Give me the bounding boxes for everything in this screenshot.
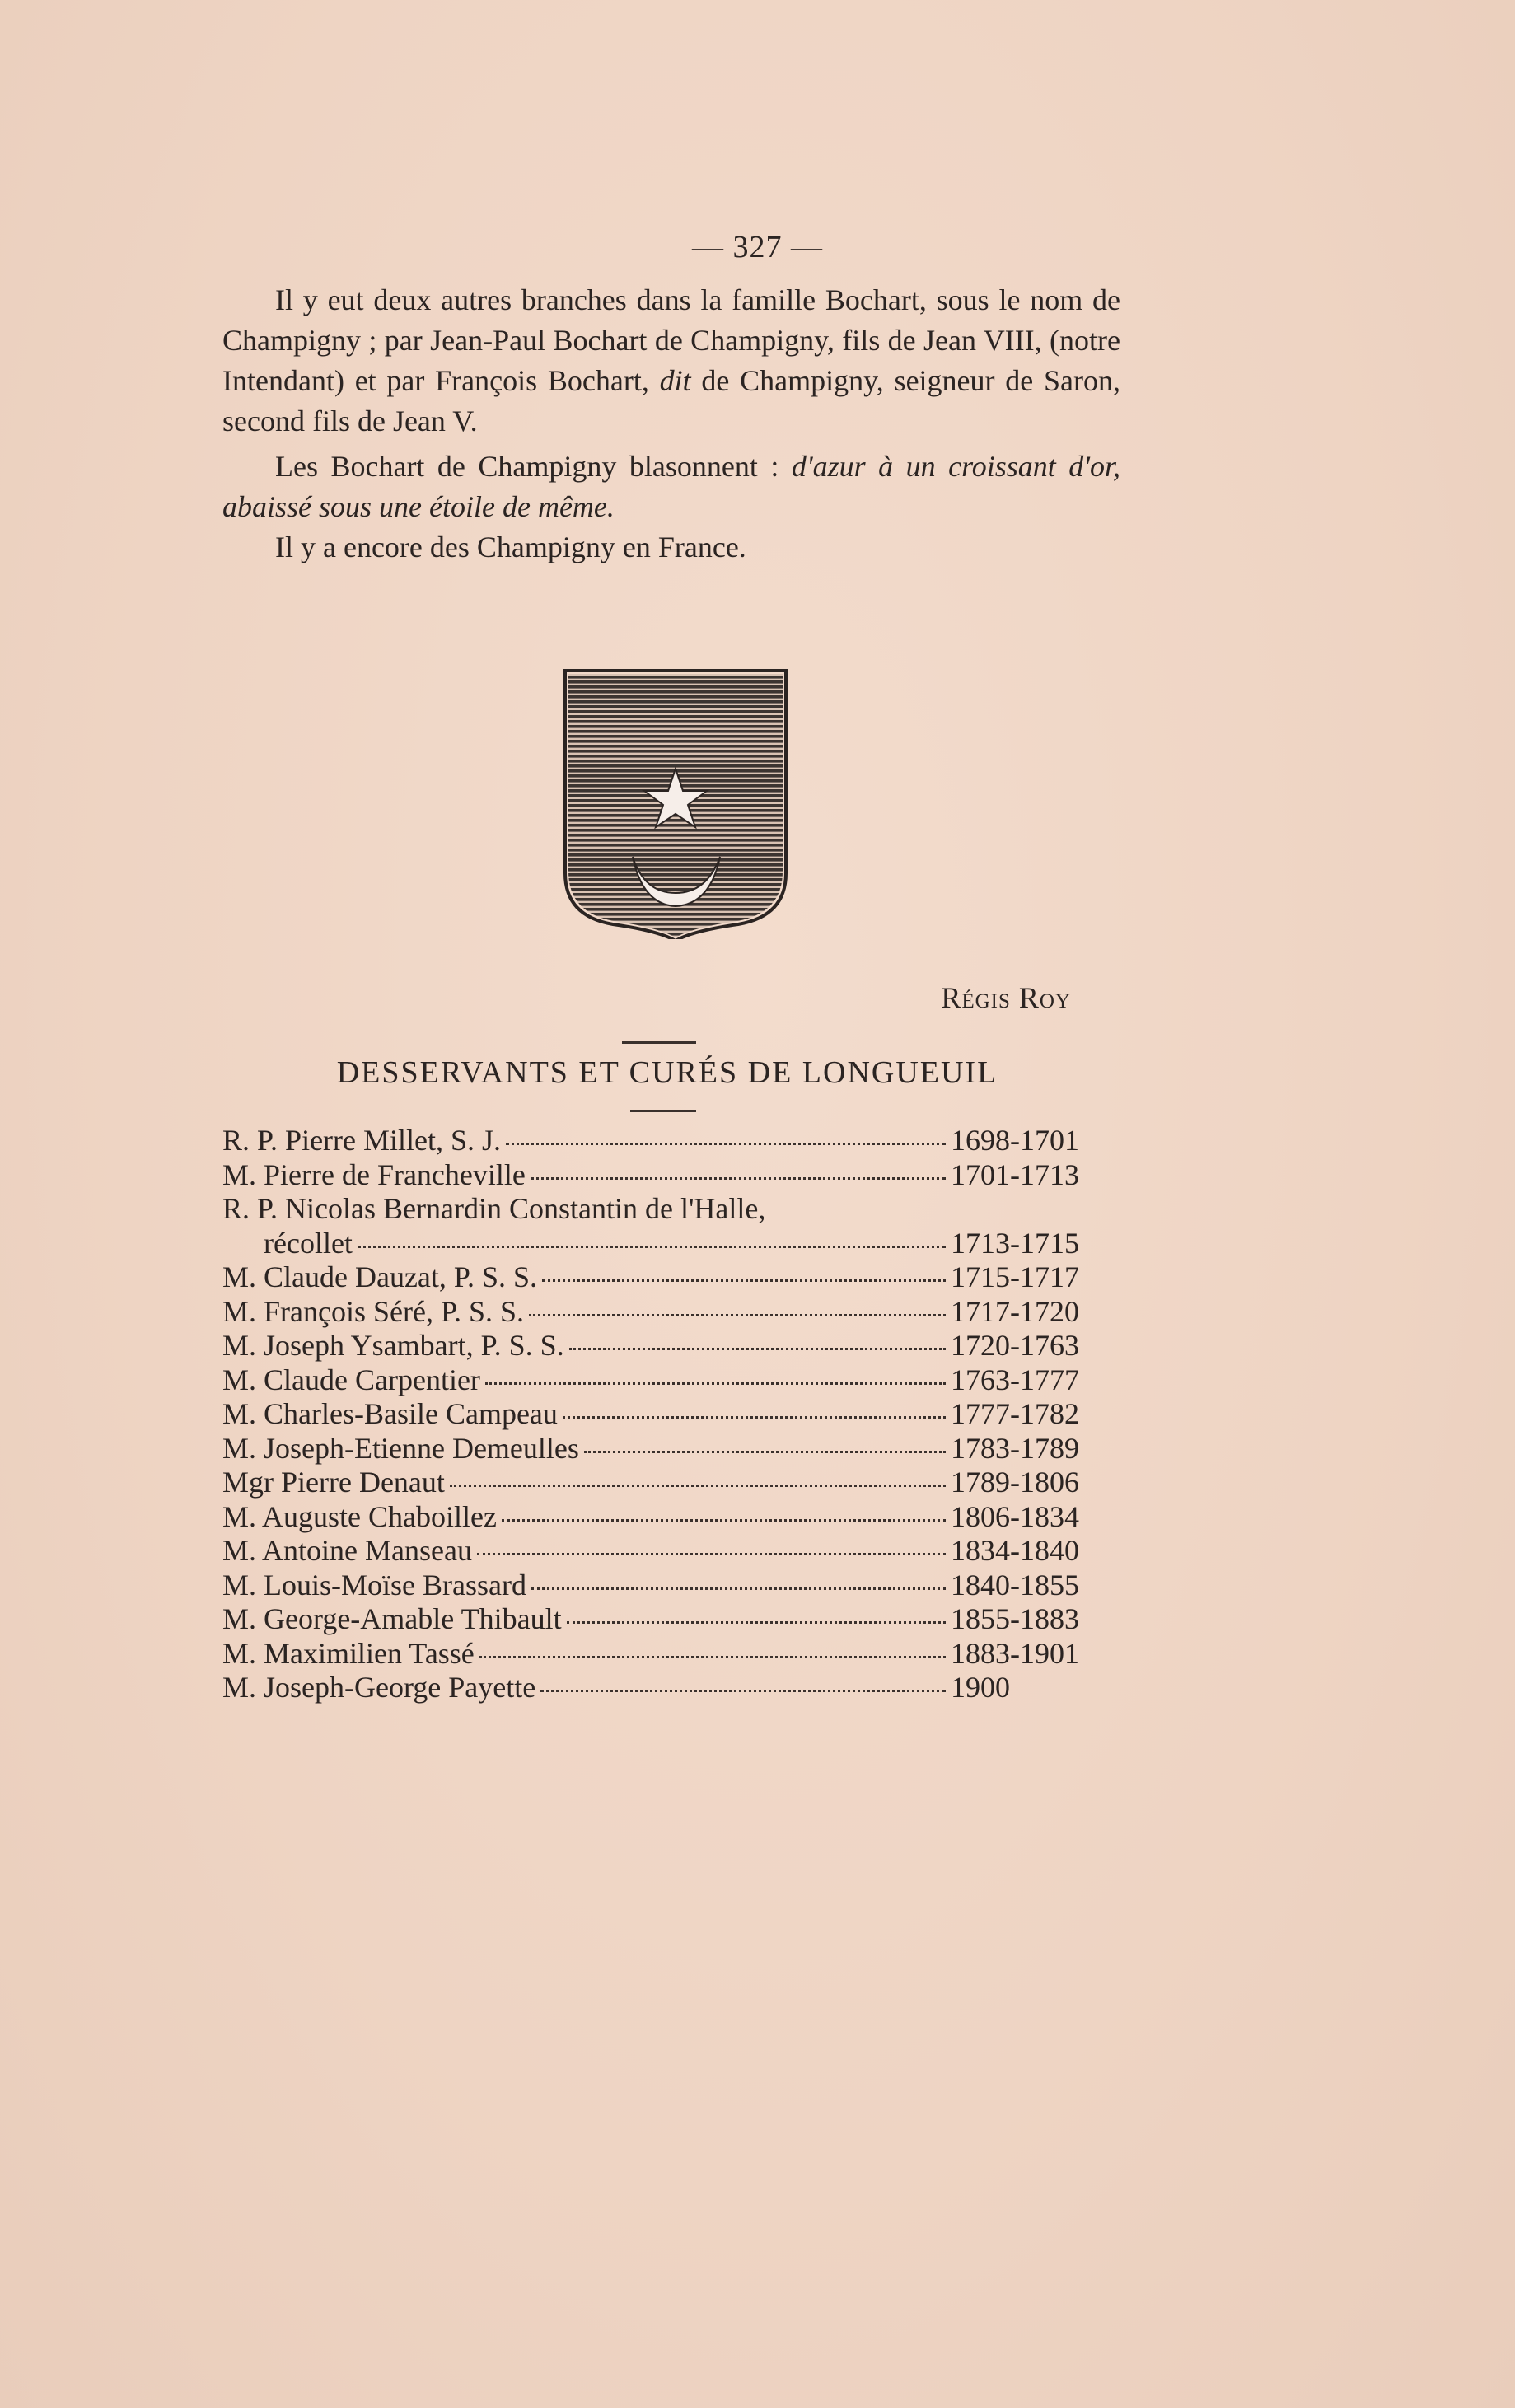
list-item xyxy=(222,1329,1096,1363)
clergy-name: M. Joseph-Etienne Demeulles xyxy=(222,1431,579,1465)
clergy-years: 1717-1720 xyxy=(951,1294,1079,1328)
list-item xyxy=(222,1260,1096,1295)
clergy-years: 1713-1715 xyxy=(951,1226,1079,1260)
list-item xyxy=(222,1534,1096,1569)
leader-dots xyxy=(477,1553,946,1555)
clergy-name: M. Louis-Moïse Brassard xyxy=(222,1568,526,1601)
leader-dots xyxy=(563,1416,946,1419)
clergy-name: M. Claude Dauzat, P. S. S. xyxy=(222,1260,537,1293)
clergy-name: M. George-Amable Thibault xyxy=(222,1602,562,1635)
clergy-years: 1834-1840 xyxy=(951,1534,1079,1567)
leader-dots xyxy=(531,1177,946,1180)
list-item xyxy=(222,1671,1096,1705)
clergy-name: M. Pierre de Francheville xyxy=(222,1157,526,1191)
paragraph-branches-italic: dit xyxy=(659,364,691,397)
leader-dots xyxy=(540,1690,946,1692)
clergy-name: M. Auguste Chaboillez xyxy=(222,1499,497,1533)
clergy-years: 1715-1717 xyxy=(951,1260,1079,1293)
list-item xyxy=(222,1602,1096,1637)
clergy-years: 1763-1777 xyxy=(951,1363,1079,1396)
list-item xyxy=(222,1227,1096,1261)
leader-dots xyxy=(584,1451,946,1453)
list-item xyxy=(222,1500,1096,1535)
clergy-years: 1855-1883 xyxy=(951,1602,1079,1635)
paragraph-branches-tail: de Champigny, seigneur de Saron, second fils de Jean V. xyxy=(222,364,1120,437)
divider-bottom xyxy=(630,1110,696,1112)
list-item xyxy=(222,1432,1096,1466)
list-item xyxy=(222,1569,1096,1603)
leader-dots xyxy=(358,1246,946,1248)
clergy-name: M. François Séré, P. S. S. xyxy=(222,1294,525,1328)
clergy-name: M. Charles-Basile Campeau xyxy=(222,1397,558,1430)
clergy-years: 1701-1713 xyxy=(951,1157,1079,1191)
leader-dots xyxy=(450,1485,946,1487)
page-number: — 327 — xyxy=(692,230,823,264)
body-text xyxy=(222,280,1120,568)
clergy-name: récollet xyxy=(264,1226,353,1260)
list-item xyxy=(222,1397,1096,1432)
leader-dots xyxy=(531,1587,946,1590)
clergy-years: 1900 xyxy=(951,1671,1010,1704)
clergy-name: R. P. Nicolas Bernardin Constantin de l'Halle, xyxy=(222,1192,766,1225)
clergy-years: 1783-1789 xyxy=(951,1431,1079,1465)
paragraph-france: Il y a encore des Champigny en France. xyxy=(275,531,746,563)
list-item xyxy=(222,1466,1096,1500)
list-item xyxy=(222,1637,1096,1672)
clergy-list xyxy=(222,1124,1096,1705)
leader-dots xyxy=(485,1382,946,1385)
divider-top xyxy=(622,1041,696,1044)
clergy-name: R. P. Pierre Millet, S. J. xyxy=(222,1124,502,1157)
leader-dots xyxy=(502,1519,946,1522)
clergy-years: 1789-1806 xyxy=(951,1466,1079,1499)
clergy-name: Mgr Pierre Denaut xyxy=(222,1466,445,1499)
leader-dots xyxy=(529,1314,946,1316)
list-item xyxy=(222,1192,1096,1227)
clergy-years: 1698-1701 xyxy=(951,1124,1079,1157)
clergy-years: 1883-1901 xyxy=(951,1636,1079,1670)
leader-dots xyxy=(569,1348,946,1350)
list-item xyxy=(222,1295,1096,1330)
leader-dots xyxy=(567,1621,946,1624)
clergy-years: 1840-1855 xyxy=(951,1568,1079,1601)
list-item xyxy=(222,1124,1096,1158)
list-item xyxy=(222,1158,1096,1193)
leader-dots xyxy=(542,1279,946,1282)
coat-of-arms-icon xyxy=(560,666,791,939)
leader-dots xyxy=(506,1143,946,1145)
paragraph-blazon-italic: d'azur à un croissant d'or, abaissé sous une étoile de même. xyxy=(222,450,1120,523)
leader-dots xyxy=(479,1656,946,1658)
author-signature: Régis Roy xyxy=(941,981,1071,1014)
clergy-name: M. Maximilien Tassé xyxy=(222,1636,475,1670)
clergy-name: M. Joseph-George Payette xyxy=(222,1671,536,1704)
clergy-years: 1806-1834 xyxy=(951,1499,1079,1533)
list-item xyxy=(222,1363,1096,1398)
paragraph-branches xyxy=(222,280,1120,442)
section-title: DESSERVANTS ET CURÉS DE LONGUEUIL xyxy=(336,1055,998,1090)
clergy-years: 1777-1782 xyxy=(951,1397,1079,1430)
paragraph-blazon xyxy=(222,447,1120,527)
paragraph-blazon-text: Les Bochart de Champigny blasonnent : xyxy=(275,450,792,483)
paragraph-branches-text: Il y eut deux autres branches dans la famille Bochart, sous le nom de Champigny ; par Jean-Paul Bochart de Champigny, fils de Jean VIII, (notre Intendant) et par François Bochart, xyxy=(222,283,1120,397)
clergy-name: M. Antoine Manseau xyxy=(222,1534,472,1567)
clergy-name: M. Claude Carpentier xyxy=(222,1363,480,1396)
clergy-name: M. Joseph Ysambart, P. S. S. xyxy=(222,1329,564,1362)
clergy-years: 1720-1763 xyxy=(951,1329,1079,1362)
